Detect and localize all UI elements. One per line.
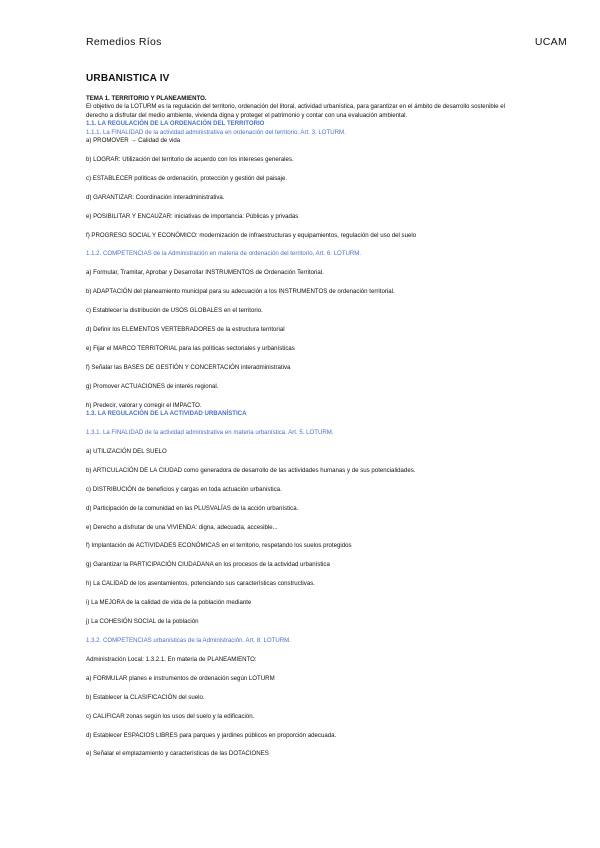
list-item: e) Fijar el MARCO TERRITORIAL para las políticas sectoriales y urbanísticas bbox=[86, 345, 295, 352]
header-institution: UCAM bbox=[534, 36, 567, 48]
list-item: b) ADAPTACIÓN del planeamiento municipal para su adecuación a los INSTRUMENTOS de ordenación territorial. bbox=[86, 288, 395, 296]
list-item: d) Participación de la comunidad en las PLUSVALÍAS de la acción urbanística. bbox=[86, 504, 299, 512]
tema1-intro: El objetivo de la LOTURM es la regulación del territorio, ordenación del litoral, actividad urbanística, para garantizar en el ámbito de desarrollo sostenible el derecho a disfrutar del medio ambiente, vivienda digna y proteger el patrimonio y contar con una evaluación ambiental. bbox=[86, 103, 505, 119]
list-item: c) Establecer la distribución de USOS GLOBALES en el territorio. bbox=[86, 307, 263, 315]
s11-heading: 1.1. LA REGULACIÓN DE LA ORDENACIÓN DEL TERRITORIO bbox=[86, 120, 265, 128]
s132-intro: Administración Local: 1.3.2.1. En materia de PLANEAMIENTO: bbox=[86, 655, 257, 663]
list-item: a) PROMOVER → Calidad de vida bbox=[86, 137, 181, 145]
list-item: g) Promover ACTUACIONES de interés regional. bbox=[86, 382, 219, 390]
tema1-heading: TEMA 1. TERRITORIO Y PLANEAMIENTO. bbox=[86, 95, 207, 102]
s132-heading: 1.3.2. COMPETENCIAS urbanísticas de la Administración. Art. 8. LOTURM. bbox=[86, 637, 291, 644]
document-body bbox=[86, 73, 526, 759]
document-title: URBANISTICA IV bbox=[86, 73, 170, 84]
header-author: Remedios Ríos bbox=[86, 36, 162, 48]
list-item: f) Implantación de ACTIVIDADES ECONÓMICAS en el territorio, respetando los suelos protegidos bbox=[86, 542, 352, 550]
list-item: a) FORMULAR planes e instrumentos de ordenación según LOTURM bbox=[86, 674, 275, 682]
list-item: a) Formular, Tramitar, Aprobar y Desarrollar INSTRUMENTOS de Ordenación Territorial. bbox=[86, 269, 324, 277]
s112-heading: 1.1.2. COMPETENCIAS de la Administración en materia de ordenación del territorio, Art. 6. LOTURM. bbox=[86, 250, 362, 258]
list-item: f) PROGRESO SOCIAL Y ECONÓMICO: modernización de infraestructuras y equipamientos, regulación del uso del suelo bbox=[86, 231, 417, 239]
list-item: d) GARANTIZAR: Coordinación interadministrativa. bbox=[86, 193, 225, 201]
list-item: b) Establecer la CLASIFICACIÓN del suelo. bbox=[86, 693, 205, 701]
list-item: b) ARTICULACIÓN DE LA CIUDAD como generadora de desarrollo de las actividades humanas y de sus potencialidades. bbox=[86, 466, 416, 474]
list-item: a) UTILIZACIÓN DEL SUELO bbox=[86, 447, 167, 455]
list-item: i) La MEJORA de la calidad de vida de la población mediante bbox=[86, 599, 252, 607]
list-item: e) POSIBILITAR Y ENCAUZAR: iniciativas de importancia: Públicas y privadas bbox=[86, 212, 299, 220]
s111-subheading: 1.1.1. La FINALIDAD de la actividad administrativa en ordenación del territorio. Art. 3. LOTURM. bbox=[86, 128, 346, 136]
list-item: d) Definir los ELEMENTOS VERTEBRADORES de la estructura territorial bbox=[86, 326, 285, 334]
list-item: c) CALIFICAR zonas según los usos del suelo y la edificación. bbox=[86, 712, 255, 720]
list-item: e) Derecho a disfrutar de una VIVIENDA: digna, adecuada, accesible... bbox=[86, 523, 278, 531]
list-item: f) Señalar las BASES DE GESTIÓN Y CONCERTACIÓN interadministrativa bbox=[86, 363, 291, 371]
list-item: c) ESTABLECER políticas de ordenación, protección y gestión del paisaje. bbox=[86, 174, 288, 182]
list-item: c) DISTRIBUCIÓN de beneficios y cargas en toda actuación urbanística. bbox=[86, 485, 282, 493]
list-item: d) Establecer ESPACIOS LIBRES para parques y jardines públicos en proporción adecuada. bbox=[86, 731, 337, 739]
list-item: j) La COHESIÓN SOCIAL de la población bbox=[86, 618, 199, 626]
s131-subheading: 1.3.1. La FINALIDAD de la actividad administrativa en materia urbanística. Art. 5. LOTURM. bbox=[86, 429, 334, 437]
list-item: b) LOGRAR: Utilización del territorio de acuerdo con los intereses generales. bbox=[86, 155, 294, 163]
list-item: h) Predecir, valorar y corregir el IMPACTO. bbox=[86, 401, 202, 409]
list-item: e) Señalar el emplazamiento y características de las DOTACIONES bbox=[86, 750, 269, 758]
list-item: h) La CALIDAD de los asentamientos, potenciando sus características constructivas. bbox=[86, 580, 315, 588]
page-header bbox=[0, 0, 600, 70]
s13-heading: 1.3. LA REGULACIÓN DE LA ACTIVIDAD URBANÍSTICA bbox=[86, 410, 247, 418]
list-item: g) Garantizar la PARTICIPACIÓN CIUDADANA en los procesos de la actividad urbanística bbox=[86, 561, 330, 569]
